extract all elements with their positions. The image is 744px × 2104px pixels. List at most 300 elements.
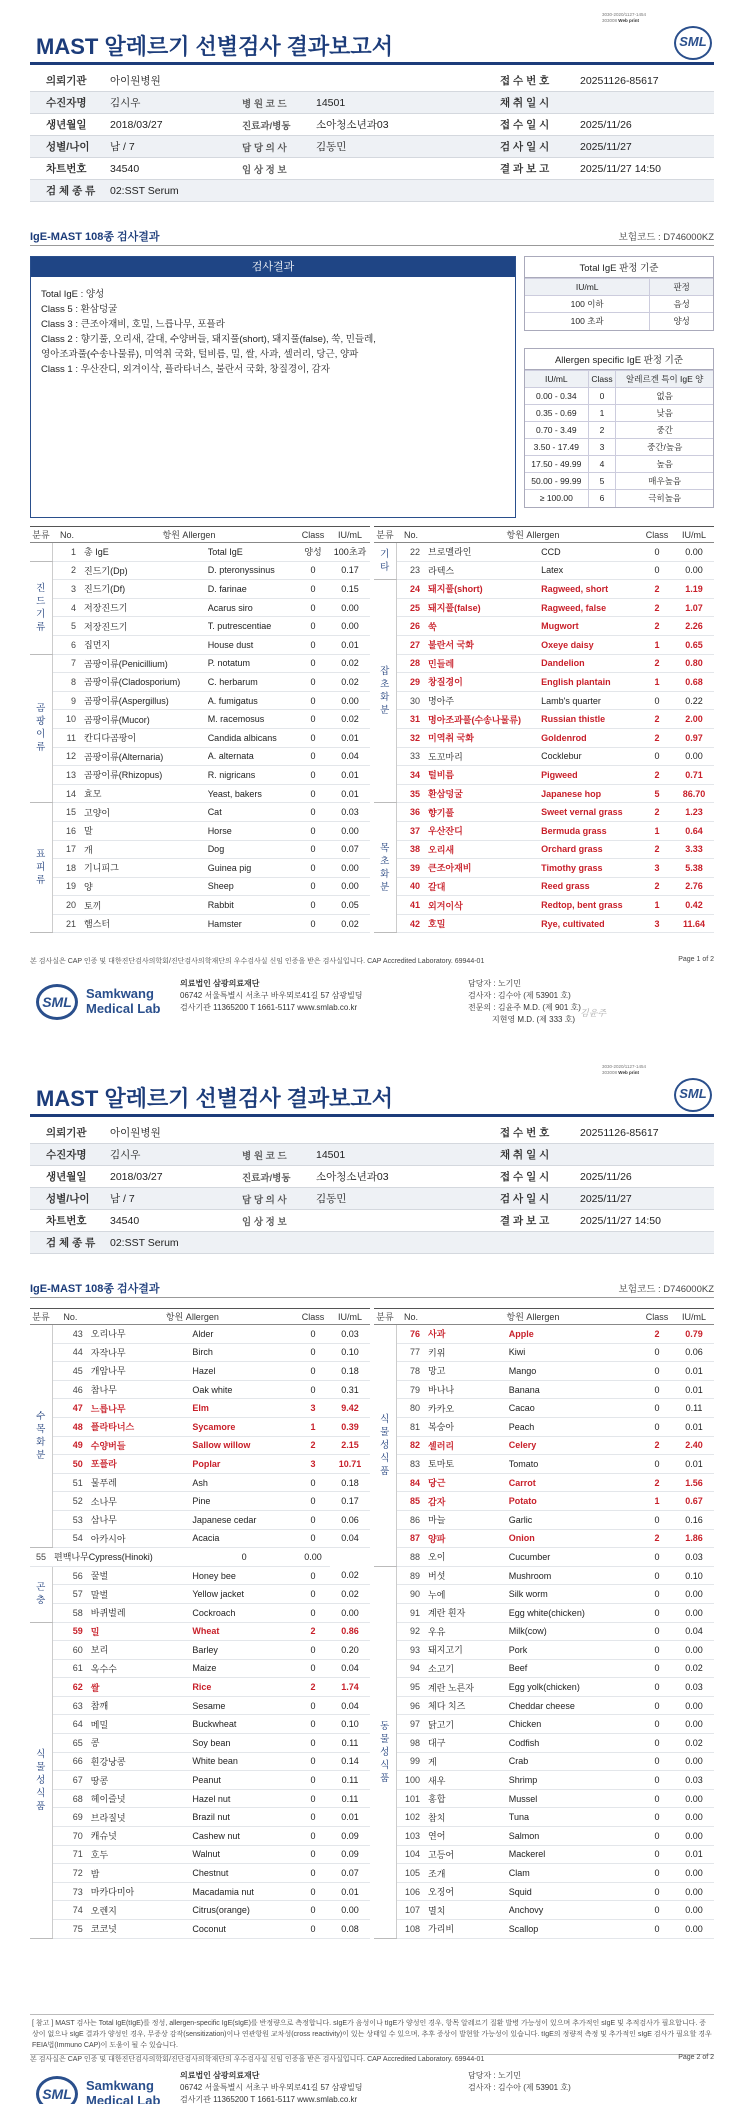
allergen-english: Mugwort — [541, 617, 640, 636]
allergen-row — [374, 1771, 714, 1790]
allergen-class: 0 — [640, 1882, 674, 1901]
allergen-group: 곤 충 — [30, 1566, 52, 1622]
allergen-class: 0 — [296, 821, 330, 840]
criteria-cell: 17.50 - 49.99 — [525, 456, 588, 473]
allergen-english: Latex — [541, 561, 640, 580]
allergen-no: 8 — [52, 673, 82, 692]
allergen-value: 0.00 — [674, 543, 714, 562]
info-row — [30, 136, 714, 158]
allergen-row — [374, 580, 714, 599]
allergen-no: 36 — [396, 803, 426, 822]
allergen-class: 0 — [296, 598, 330, 617]
allergen-english: Pine — [192, 1492, 296, 1511]
allergen-class: 3 — [640, 859, 674, 878]
allergen-row — [374, 914, 714, 933]
allergen-korean: 메밀 — [89, 1715, 193, 1734]
allergen-english: Pork — [509, 1641, 640, 1660]
info-row — [30, 1122, 714, 1144]
lab-staff: 담당자 : 노기민 검사자 : 김수아 (제 53901 호) 전문의 : 김윤주 M.D. (제 901 호) 지현영 M.D. (제 333 호) — [468, 979, 581, 1024]
info-value: 2025/11/27 — [580, 140, 632, 153]
allergen-no: 7 — [52, 654, 82, 673]
info-value: 2025/11/27 — [580, 1192, 632, 1205]
allergen-class: 0 — [640, 1901, 674, 1920]
allergen-korean: 마늘 — [426, 1510, 509, 1529]
allergen-row — [30, 1882, 370, 1901]
report-title: MAST 알레르기 선별검사 결과보고서 — [36, 34, 393, 59]
allergen-korean: 오리새 — [426, 840, 541, 859]
allergen-row — [30, 543, 370, 562]
allergen-no: 77 — [396, 1343, 426, 1362]
allergen-value: 9.42 — [330, 1399, 370, 1418]
allergen-korean: 오리나무 — [89, 1325, 193, 1344]
allergen-class: 0 — [296, 691, 330, 710]
allergen-row — [30, 1920, 370, 1939]
table-header: No. — [52, 1309, 89, 1325]
allergen-value: 0.03 — [674, 1678, 714, 1697]
allergen-no: 6 — [52, 635, 82, 654]
allergen-korean: 고양이 — [82, 803, 208, 822]
allergen-value: 0.00 — [674, 1752, 714, 1771]
allergen-value: 0.01 — [674, 1455, 714, 1474]
allergen-row — [30, 1455, 370, 1474]
allergen-english: Tuna — [509, 1808, 640, 1827]
allergen-no: 16 — [52, 821, 82, 840]
allergen-no: 5 — [52, 617, 82, 636]
allergen-korean: 가리비 — [426, 1920, 509, 1939]
allergen-class: 3 — [640, 914, 674, 933]
allergen-english: Shrimp — [509, 1771, 640, 1790]
allergen-no: 76 — [396, 1325, 426, 1344]
allergen-row — [30, 784, 370, 803]
criteria-cell: 2 — [588, 422, 616, 439]
allergen-english: Sesame — [192, 1696, 296, 1715]
allergen-row — [30, 1789, 370, 1808]
allergen-korean: 큰조아재비 — [426, 859, 541, 878]
allergen-value: 100초과 — [330, 543, 370, 562]
criteria-cell: 5 — [588, 473, 616, 490]
allergen-row — [374, 617, 714, 636]
allergen-class: 0 — [640, 1696, 674, 1715]
allergen-value: 0.09 — [330, 1845, 370, 1864]
criteria-row — [525, 388, 713, 405]
allergen-value: 0.11 — [330, 1771, 370, 1790]
allergen-english: Japanese hop — [541, 784, 640, 803]
allergen-english: Rice — [192, 1678, 296, 1697]
allergen-class: 2 — [640, 803, 674, 822]
allergen-korean: 체다 치즈 — [426, 1696, 509, 1715]
allergen-class: 2 — [640, 1325, 674, 1344]
allergen-class: 0 — [640, 1362, 674, 1381]
allergen-english: Mushroom — [509, 1566, 640, 1585]
signature: 김윤주 — [580, 1008, 607, 1018]
allergen-english: Chestnut — [192, 1864, 296, 1883]
allergen-english: Wheat — [192, 1622, 296, 1641]
patient-info-table — [30, 70, 714, 202]
allergen-class: 0 — [296, 635, 330, 654]
allergen-no: 58 — [52, 1603, 89, 1622]
allergen-row — [374, 1510, 714, 1529]
allergen-korean: 계란 흰자 — [426, 1603, 509, 1622]
allergen-english: Yeast, bakers — [208, 784, 296, 803]
lab-logo: SML — [36, 2076, 78, 2104]
criteria-cell: ≥ 100.00 — [525, 490, 588, 507]
allergen-english: Codfish — [509, 1734, 640, 1753]
table-header: 분류 — [374, 1309, 396, 1325]
allergen-row — [374, 1752, 714, 1771]
allergen-english: Chicken — [509, 1715, 640, 1734]
allergen-class: 0 — [296, 1696, 330, 1715]
allergen-english: T. putrescentiae — [208, 617, 296, 636]
allergen-english: Macadamia nut — [192, 1882, 296, 1901]
allergen-english: Lamb's quarter — [541, 691, 640, 710]
info-label: 진료과/병동 — [242, 1172, 291, 1184]
info-value: 김시우 — [110, 97, 141, 109]
allergen-no: 10 — [52, 710, 82, 729]
specific-ige-criteria-title: Allergen specific IgE 판정 기준 — [525, 349, 713, 370]
allergen-english: Mackerel — [509, 1845, 640, 1864]
criteria-head: 판정 — [650, 279, 713, 296]
allergen-korean: 외겨이삭 — [426, 896, 541, 915]
allergen-row — [374, 803, 714, 822]
allergen-english: Poplar — [192, 1455, 296, 1474]
criteria-cell: 없음 — [616, 388, 713, 405]
allergen-row — [374, 1864, 714, 1883]
allergen-value: 2.26 — [674, 617, 714, 636]
allergen-row — [30, 896, 370, 915]
info-label: 접 수 번 호 — [500, 75, 550, 87]
allergen-english: Mango — [509, 1362, 640, 1381]
info-row — [30, 1210, 714, 1232]
info-label: 채 취 일 시 — [500, 97, 550, 109]
allergen-english: Peach — [509, 1417, 640, 1436]
table-header: IU/mL — [674, 527, 714, 543]
criteria-row — [525, 422, 713, 439]
total-ige-criteria — [524, 256, 714, 331]
allergen-row — [30, 1752, 370, 1771]
allergen-english: Bermuda grass — [541, 821, 640, 840]
allergen-korean: 미역취 국화 — [426, 728, 541, 747]
info-label: 수진자명 — [46, 97, 87, 109]
allergen-english: Cheddar cheese — [509, 1696, 640, 1715]
allergen-row — [374, 1399, 714, 1418]
allergen-group: 동 물 성 식 품 — [374, 1566, 396, 1938]
allergen-group: 잡 초 화 분 — [374, 580, 396, 803]
allergen-value: 0.06 — [330, 1510, 370, 1529]
allergen-english: Yellow jacket — [192, 1585, 296, 1604]
allergen-class: 2 — [640, 840, 674, 859]
criteria-row — [525, 490, 713, 507]
criteria-head: IU/mL — [525, 371, 588, 388]
allergen-class: 1 — [640, 635, 674, 654]
result-line: Class 5 : 환삼덩굴 — [41, 304, 118, 315]
allergen-row — [374, 1845, 714, 1864]
info-value: 2018/03/27 — [110, 118, 163, 131]
allergen-value: 0.17 — [330, 1492, 370, 1511]
allergen-value: 86.70 — [674, 784, 714, 803]
allergen-korean: 돼지고기 — [426, 1641, 509, 1660]
allergen-english: Dog — [208, 840, 296, 859]
info-value: 20251126-85617 — [580, 1126, 659, 1139]
allergen-no: 107 — [396, 1901, 426, 1920]
allergen-korean: 환삼덩굴 — [426, 784, 541, 803]
allergen-no: 92 — [396, 1622, 426, 1641]
allergen-no: 38 — [396, 840, 426, 859]
allergen-english: Kiwi — [509, 1343, 640, 1362]
allergen-english: Sallow willow — [192, 1436, 296, 1455]
allergen-korean: 쌀 — [89, 1678, 193, 1697]
allergen-class: 0 — [296, 1641, 330, 1660]
allergen-no: 31 — [396, 710, 426, 729]
allergen-english: CCD — [541, 543, 640, 562]
lab-staff: 담당자 : 노기민 검사자 : 김수아 (제 53901 호) — [468, 2071, 571, 2092]
allergen-no: 27 — [396, 635, 426, 654]
allergen-korean: 햄스터 — [82, 914, 208, 933]
allergen-value: 0.11 — [330, 1789, 370, 1808]
allergen-korean: 삼나무 — [89, 1510, 193, 1529]
allergen-row — [374, 1622, 714, 1641]
allergen-korean: 새우 — [426, 1771, 509, 1790]
allergen-korean: 헤이즐넛 — [89, 1789, 193, 1808]
allergen-no: 24 — [396, 580, 426, 599]
allergen-no: 104 — [396, 1845, 426, 1864]
info-label: 검 사 일 시 — [500, 141, 550, 153]
allergen-no: 98 — [396, 1734, 426, 1753]
criteria-cell: 중간/높음 — [616, 439, 713, 456]
result-header: 검사결과 — [31, 257, 515, 277]
allergen-class: 3 — [296, 1455, 330, 1474]
table-header: No. — [396, 1309, 426, 1325]
table-header: Class — [296, 527, 330, 543]
allergen-no: 73 — [52, 1882, 89, 1901]
allergen-row — [374, 1920, 714, 1939]
allergen-no: 105 — [396, 1864, 426, 1883]
allergen-class: 0 — [640, 543, 674, 562]
allergen-class: 0 — [640, 1603, 674, 1622]
allergen-value: 0.04 — [674, 1622, 714, 1641]
allergen-english: Rabbit — [208, 896, 296, 915]
allergen-english: Anchovy — [509, 1901, 640, 1920]
allergen-english: Egg white(chicken) — [509, 1603, 640, 1622]
sml-logo: SML — [674, 1078, 712, 1112]
allergen-value: 0.00 — [674, 1864, 714, 1883]
allergen-no: 14 — [52, 784, 82, 803]
allergen-english: R. nigricans — [208, 766, 296, 785]
allergen-korean: 느릅나무 — [89, 1399, 193, 1418]
allergen-value: 0.80 — [674, 654, 714, 673]
allergen-english: Ragweed, short — [541, 580, 640, 599]
info-label: 수진자명 — [46, 1149, 87, 1161]
allergen-row — [30, 673, 370, 692]
allergen-class: 5 — [640, 784, 674, 803]
lab-name: Samkwang Medical Lab — [86, 986, 161, 1016]
allergen-english: Cockroach — [192, 1603, 296, 1622]
allergen-no: 49 — [52, 1436, 89, 1455]
allergen-korean: 총 IgE — [82, 543, 208, 562]
table-header: IU/mL — [674, 1309, 714, 1325]
allergen-english: Birch — [192, 1343, 296, 1362]
allergen-korean: 멸치 — [426, 1901, 509, 1920]
section-header: IgE-MAST 108종 검사결과 보험코드 : D746000KZ — [30, 1278, 714, 1298]
info-value: 34540 — [110, 1214, 140, 1227]
allergen-row — [30, 1492, 370, 1511]
allergen-no: 78 — [396, 1362, 426, 1381]
info-value: 2025/11/26 — [580, 118, 632, 131]
info-label: 접 수 번 호 — [500, 1127, 550, 1139]
allergen-value: 0.03 — [330, 803, 370, 822]
allergen-class: 0 — [640, 1789, 674, 1808]
allergen-row — [374, 1808, 714, 1827]
allergen-class: 0 — [296, 1752, 330, 1771]
allergen-no: 52 — [52, 1492, 89, 1511]
allergen-no: 28 — [396, 654, 426, 673]
allergen-class: 1 — [640, 821, 674, 840]
allergen-english: D. farinae — [208, 580, 296, 599]
allergen-row — [30, 1808, 370, 1827]
allergen-row — [374, 1715, 714, 1734]
allergen-english: Citrus(orange) — [192, 1901, 296, 1920]
allergen-no: 44 — [52, 1343, 89, 1362]
info-value: 소아청소년과03 — [316, 119, 389, 131]
allergen-value: 0.00 — [674, 1715, 714, 1734]
allergen-english: Maize — [192, 1659, 296, 1678]
criteria-cell: 매우높음 — [616, 473, 713, 490]
allergen-row — [374, 1566, 714, 1585]
allergen-korean: 편백나무 — [52, 1548, 89, 1567]
allergen-no: 41 — [396, 896, 426, 915]
allergen-row — [30, 1734, 370, 1753]
allergen-korean: 곰팡이류(Alternaria) — [82, 747, 208, 766]
criteria-head: Class — [588, 371, 616, 388]
allergen-class: 0 — [296, 1864, 330, 1883]
allergen-korean: 털비름 — [426, 766, 541, 785]
allergen-english: Acarus siro — [208, 598, 296, 617]
allergen-row — [374, 1417, 714, 1436]
allergen-value: 0.01 — [674, 1362, 714, 1381]
allergen-english: House dust — [208, 635, 296, 654]
allergen-no: 65 — [52, 1734, 89, 1753]
info-row — [30, 1232, 714, 1254]
allergen-row — [374, 1548, 714, 1567]
criteria-cell: 양성 — [650, 313, 713, 330]
allergen-row — [30, 1362, 370, 1381]
allergen-row — [30, 1566, 370, 1585]
allergen-korean: 망고 — [426, 1362, 509, 1381]
allergen-row — [30, 1436, 370, 1455]
info-row — [30, 180, 714, 202]
allergen-group: 식 물 성 식 품 — [30, 1622, 52, 1938]
allergen-class: 2 — [296, 1678, 330, 1697]
allergen-value: 0.02 — [330, 654, 370, 673]
allergen-korean: 밤 — [89, 1864, 193, 1883]
allergen-class: 0 — [296, 617, 330, 636]
allergen-no: 62 — [52, 1678, 89, 1697]
allergen-value: 0.01 — [330, 635, 370, 654]
allergen-korean: 대구 — [426, 1734, 509, 1753]
allergen-value: 0.67 — [674, 1492, 714, 1511]
print-info: 3030-2020/1127-1454 303008 Web print — [602, 1064, 646, 1075]
sml-logo: SML — [674, 26, 712, 60]
allergen-english: Sweet vernal grass — [541, 803, 640, 822]
allergen-korean: 개암나무 — [89, 1362, 193, 1381]
info-value: 34540 — [110, 162, 140, 175]
allergen-english: Scallop — [509, 1920, 640, 1939]
info-label: 결 과 보 고 — [500, 163, 550, 175]
allergen-english: Goldenrod — [541, 728, 640, 747]
info-value: 김시우 — [110, 1149, 141, 1161]
info-value: 김동민 — [316, 141, 347, 153]
allergen-row — [30, 580, 370, 599]
info-label: 담 당 의 사 — [242, 142, 287, 154]
allergen-class: 0 — [640, 1641, 674, 1660]
info-row — [30, 1144, 714, 1166]
allergen-korean: 갈대 — [426, 877, 541, 896]
allergen-korean: 돼지풀(short) — [426, 580, 541, 599]
allergen-class: 0 — [296, 1845, 330, 1864]
allergen-korean: 저장진드기 — [82, 598, 208, 617]
page-number: Page 1 of 2 — [678, 956, 714, 963]
allergen-no: 11 — [52, 728, 82, 747]
allergen-value: 0.04 — [330, 1659, 370, 1678]
allergen-no: 81 — [396, 1417, 426, 1436]
info-label: 검 사 일 시 — [500, 1193, 550, 1205]
allergen-class: 0 — [296, 580, 330, 599]
allergen-class: 0 — [296, 914, 330, 933]
allergen-no: 25 — [396, 598, 426, 617]
allergen-value: 0.02 — [330, 1566, 370, 1585]
allergen-row — [374, 1325, 714, 1344]
allergen-value: 0.10 — [330, 1715, 370, 1734]
allergen-english: Guinea pig — [208, 859, 296, 878]
allergen-value: 0.00 — [330, 1603, 370, 1622]
specific-ige-criteria — [524, 348, 714, 508]
allergen-value: 0.00 — [674, 561, 714, 580]
allergen-no: 1 — [52, 543, 82, 562]
allergen-korean: 토끼 — [82, 896, 208, 915]
allergen-value: 0.01 — [330, 784, 370, 803]
allergen-no: 95 — [396, 1678, 426, 1697]
allergen-class: 0 — [296, 1659, 330, 1678]
allergen-class: 0 — [640, 1920, 674, 1939]
allergen-row — [374, 747, 714, 766]
info-label: 차트번호 — [46, 163, 87, 175]
allergen-no: 100 — [396, 1771, 426, 1790]
allergen-value: 0.01 — [330, 728, 370, 747]
allergen-group: 진 드 기 류 — [30, 561, 52, 654]
criteria-cell: 3 — [588, 439, 616, 456]
info-label: 결 과 보 고 — [500, 1215, 550, 1227]
allergen-class: 0 — [296, 896, 330, 915]
allergen-value: 1.07 — [674, 598, 714, 617]
allergen-korean: 바나나 — [426, 1380, 509, 1399]
allergen-no: 3 — [52, 580, 82, 599]
allergen-class: 3 — [296, 1399, 330, 1418]
allergen-class: 0 — [296, 654, 330, 673]
allergen-class: 0 — [640, 691, 674, 710]
report-title: MAST 알레르기 선별검사 결과보고서 — [36, 1086, 393, 1111]
allergen-value: 0.01 — [330, 1882, 370, 1901]
allergen-english: Redtop, bent grass — [541, 896, 640, 915]
allergen-english: Brazil nut — [192, 1808, 296, 1827]
page-footer: 본 검사실은 CAP 인증 및 대한진단검사의학회/진단검사의학재단의 우수검사실 신임 인증을 받은 검사실입니다. CAP Accredited Laboratory. 69944-01 Page 1 of 2 — [30, 956, 714, 965]
allergen-no: 22 — [396, 543, 426, 562]
allergen-english: Cacao — [509, 1399, 640, 1418]
allergen-korean: 조개 — [426, 1864, 509, 1883]
allergen-english: M. racemosus — [208, 710, 296, 729]
allergen-class: 0 — [296, 784, 330, 803]
page-number: Page 2 of 2 — [678, 2054, 714, 2061]
allergen-value: 0.00 — [296, 1548, 330, 1567]
allergen-value: 0.02 — [674, 1659, 714, 1678]
